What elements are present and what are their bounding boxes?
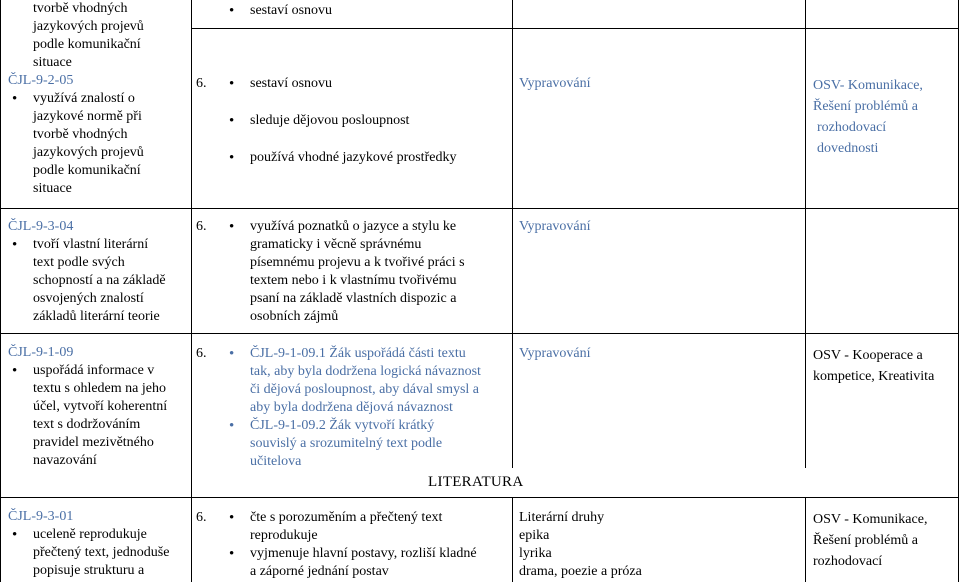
text-line: • uspořádá informace v — [33, 363, 155, 378]
row2-outcomes-cell — [225, 218, 510, 326]
text-line: písemnému projevu a k tvořivé práci s — [250, 255, 465, 270]
text-line: • využívá znalostí o — [33, 91, 135, 106]
row-divider-2 — [0, 333, 958, 334]
objective-code: ČJL-9-1-09 — [8, 345, 74, 360]
text-line: dovednosti — [817, 141, 879, 156]
list-item — [225, 509, 510, 545]
text-line: lyrika — [519, 546, 552, 561]
text-line: tvorbě vhodných — [33, 1, 128, 16]
text-line: OSV - Komunikace, — [813, 512, 928, 527]
list-item — [8, 362, 188, 470]
text-line: situace — [33, 181, 72, 196]
text-line: text s dodržováním — [33, 417, 141, 432]
column-divider-3 — [805, 0, 806, 468]
text-line: souvislý a srozumitelný text podle — [250, 436, 443, 451]
column-divider-3b — [805, 497, 806, 582]
text-line: • ČJL-9-1-09.2 Žák vytvoří krátký — [250, 418, 435, 433]
objective-code: ČJL-9-2-05 — [8, 73, 74, 88]
text-line: • vyjmenuje hlavní postavy, rozliší kladné — [250, 546, 477, 561]
text-line: schopností a na základě — [33, 273, 166, 288]
column-divider-2 — [512, 0, 513, 468]
text-line: základů literární teorie — [33, 309, 160, 324]
text-line: učitelova — [250, 454, 302, 469]
topic-cell — [519, 509, 799, 581]
text-line: přečtený text, jednoduše — [33, 545, 170, 560]
text-line: jazykových projevů — [33, 145, 144, 160]
text-line: OSV- Komunikace, — [813, 78, 923, 93]
grade-label: 6. — [196, 346, 207, 361]
grade-label: 6. — [196, 219, 207, 234]
list-item — [8, 90, 188, 198]
text-line: jazykové normě při — [33, 109, 142, 124]
grade-label: 6. — [196, 76, 207, 91]
column-divider-1b — [191, 497, 192, 582]
topic-label: Vypravování — [519, 346, 591, 361]
list-item — [225, 417, 510, 471]
text-line: aby byla dodržena dějová návaznost — [250, 400, 453, 415]
text-line: situace — [33, 55, 72, 70]
text-line: účel, vytvoří koherentní — [33, 399, 168, 414]
text-line: • využívá poznatků o jazyce a stylu ke — [250, 219, 457, 234]
text-line: gramaticky i věcně správnému — [250, 237, 422, 252]
text-line: • ČJL-9-1-09.1 Žák uspořádá části textu — [250, 346, 466, 361]
column-divider-1 — [191, 0, 192, 497]
list-item: • sleduje dějovou posloupnost — [225, 112, 510, 130]
text-line: podle komunikační — [33, 37, 141, 52]
row0-outcome-cell — [225, 2, 505, 20]
text-line: textu s ohledem na jeho — [33, 381, 166, 396]
text-line: kompetice, Kreativita — [813, 369, 935, 384]
text-line: tak, aby byla dodržena logická návaznost — [250, 364, 481, 379]
list-item — [225, 545, 510, 581]
text-line: epika — [519, 528, 550, 543]
column-divider-2b — [512, 497, 513, 582]
table-border-left — [0, 0, 1, 582]
text-line: rozhodovací — [817, 120, 887, 135]
list-item — [8, 236, 188, 326]
text-line: tvorbě vhodných — [33, 127, 128, 142]
text-line: • uceleně reprodukuje — [33, 527, 147, 542]
text-line: text podle svých — [33, 255, 125, 270]
row-divider-1 — [0, 208, 958, 209]
text-line: drama, poezie a próza — [519, 564, 642, 579]
text-line: osvojených znalostí — [33, 291, 144, 306]
objective-code: ČJL-9-3-01 — [8, 509, 74, 524]
text-line: pravidel mezivětného — [33, 435, 154, 450]
cross-topic-cell — [813, 509, 958, 572]
list-item: • sestaví osnovu — [225, 2, 505, 20]
topic-label: Vypravování — [519, 76, 591, 91]
list-item — [8, 526, 188, 580]
section-heading: LITERATURA — [428, 474, 524, 490]
text-line: osobních zájmů — [250, 309, 339, 324]
text-line: textem nebo i k vlastnímu tvořivému — [250, 273, 457, 288]
text-line: či dějová posloupnost, aby dával smysl a — [250, 382, 480, 397]
text-line: rozhodovací — [813, 554, 883, 569]
text-line: reprodukuje — [250, 528, 318, 543]
topic-label: Vypravování — [519, 219, 591, 234]
grade-label: 6. — [196, 510, 207, 525]
list-item — [225, 345, 510, 417]
row3-objectives-cell — [8, 344, 188, 470]
text-line: Řešení problémů a — [813, 533, 918, 548]
text-line: • tvoří vlastní literární — [33, 237, 149, 252]
row4-objectives-cell — [8, 508, 188, 580]
text-line: navazování — [33, 453, 97, 468]
list-item — [225, 218, 510, 326]
row3-outcomes-cell — [225, 345, 510, 471]
row-divider-a — [191, 28, 958, 29]
text-line: Řešení problémů a — [813, 99, 918, 114]
row-divider-3 — [0, 497, 958, 498]
text-line: OSV - Kooperace a — [813, 348, 923, 363]
text-line: popisuje strukturu a — [33, 563, 145, 578]
text-line: jazykových projevů — [33, 19, 144, 34]
text-line: Literární druhy — [519, 510, 605, 525]
text-line: podle komunikační — [33, 163, 141, 178]
list-item: • sestaví osnovu — [225, 75, 510, 93]
cross-topic-cell — [813, 345, 958, 387]
row1-objectives-cell — [8, 0, 188, 198]
cross-topic-cell — [813, 75, 958, 159]
row4-outcomes-cell — [225, 509, 510, 581]
row1-outcomes-cell — [225, 75, 510, 186]
text-line: a záporné jednání postav — [250, 564, 389, 579]
row2-objectives-cell — [8, 218, 188, 326]
objective-code: ČJL-9-3-04 — [8, 219, 74, 234]
list-item: • používá vhodné jazykové prostředky — [225, 149, 510, 167]
table-border-right — [958, 0, 959, 582]
text-line: • čte s porozuměním a přečtený text — [250, 510, 443, 525]
text-line: psaní na základě vlastních dispozic a — [250, 291, 457, 306]
